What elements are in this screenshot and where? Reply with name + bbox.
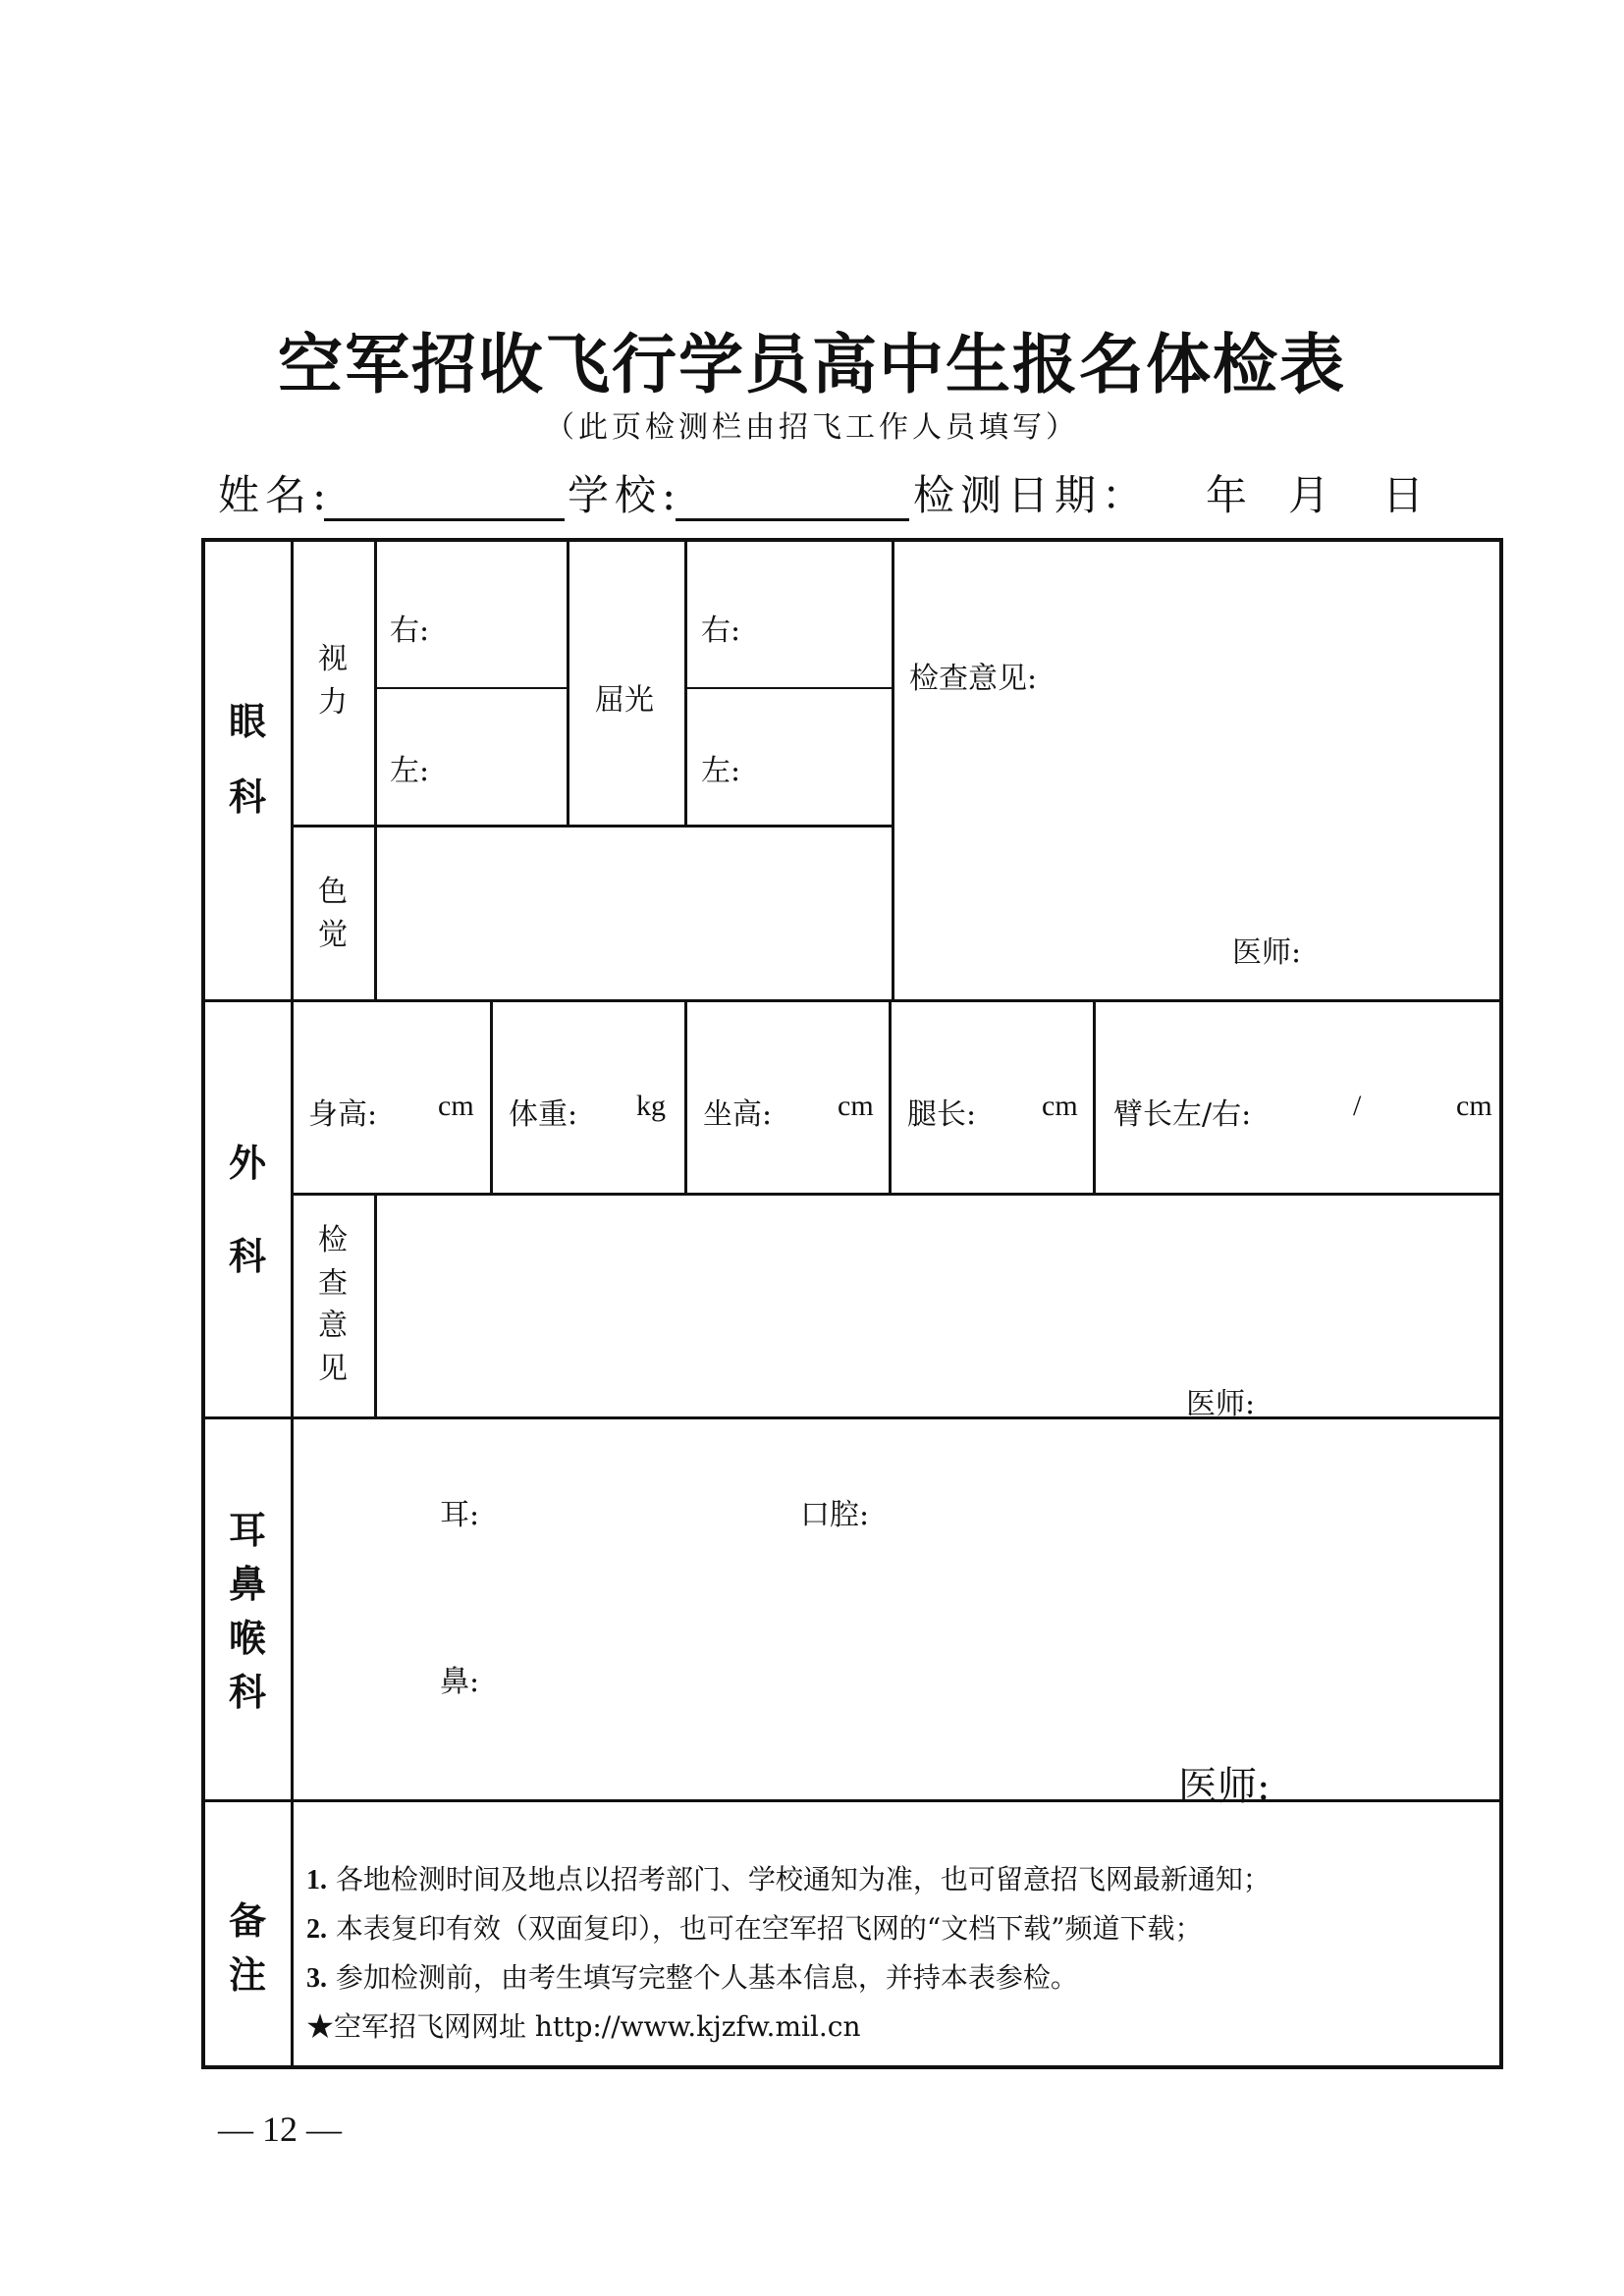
refraction-label: 屈光 — [595, 683, 654, 718]
weight-unit: kg — [636, 1090, 666, 1122]
arm-length-unit: cm — [1456, 1090, 1492, 1122]
surgery-grid-line — [374, 1193, 377, 1416]
section-ent: 耳 鼻 喉 科 — [228, 1509, 266, 1715]
surgery-ent-separator — [203, 1416, 1501, 1419]
surgery-grid-line — [684, 999, 687, 1193]
arm-length-separator: / — [1353, 1090, 1362, 1122]
surgery-grid-line — [291, 1193, 1501, 1196]
date-day: 日 — [1382, 471, 1431, 519]
name-label: 姓名: — [218, 471, 333, 519]
remark-2: 2. 本表复印有效（双面复印），也可在空军招飞网的“文档下载”频道下载； — [306, 1912, 1203, 1945]
sitting-height-unit: cm — [838, 1090, 874, 1122]
page-number: — 12 — — [218, 2109, 342, 2149]
remark-3: 3. 参加检测前，由考生填写完整个人基本信息，并持本表参检。 — [306, 1961, 1078, 1994]
eye-grid-line — [567, 540, 569, 825]
section-surgery: 外 科 — [228, 1142, 266, 1279]
eye-grid-line — [684, 687, 892, 689]
vision-label: 视 力 — [318, 642, 348, 720]
date-label: 检测日期： — [913, 471, 1150, 519]
eye-opinion-label: 检查意见: — [909, 662, 1038, 696]
date-year: 年 — [1206, 471, 1254, 519]
surgery-grid-line — [1093, 999, 1096, 1193]
surgery-opinion-label: 检 查 意 见 — [318, 1223, 348, 1386]
sitting-height-label: 坐高: — [703, 1097, 773, 1132]
eye-doctor-label: 医师: — [1232, 935, 1302, 970]
mouth-label: 口腔: — [800, 1498, 870, 1532]
nose-label: 鼻: — [440, 1665, 480, 1699]
date-month: 月 — [1288, 471, 1336, 519]
leg-length-unit: cm — [1042, 1090, 1078, 1122]
surgery-grid-line — [490, 999, 493, 1193]
eye-grid-line — [374, 540, 377, 999]
website-note[interactable]: ★空军招飞网网址 http://www.kjzfw.mil.cn — [306, 2010, 861, 2043]
refraction-right-label: 右: — [701, 614, 741, 648]
arm-length-label: 臂长左/右: — [1113, 1097, 1252, 1132]
school-label: 学校: — [568, 471, 682, 519]
surgery-doctor-label: 医师: — [1186, 1387, 1256, 1421]
school-field[interactable] — [676, 518, 909, 521]
height-label: 身高: — [308, 1097, 378, 1132]
form-subtitle: （此页检测栏由招飞工作人员填写） — [545, 410, 1079, 445]
height-unit: cm — [438, 1090, 474, 1122]
remark-1: 1. 各地检测时间及地点以招考部门、学校通知为准，也可留意招飞网最新通知； — [306, 1863, 1271, 1896]
eye-grid-line — [892, 540, 894, 999]
section-divider — [291, 540, 294, 2067]
eye-grid-line — [291, 825, 892, 828]
section-eye: 眼 科 — [228, 700, 266, 820]
vision-left-label: 左: — [390, 754, 430, 788]
vision-right-label: 右: — [390, 614, 430, 648]
ent-remarks-separator — [203, 1799, 1501, 1802]
eye-grid-line — [684, 540, 687, 825]
ent-doctor-label: 医师: — [1178, 1764, 1271, 1809]
eye-surgery-separator — [203, 999, 1501, 1002]
ear-label: 耳: — [440, 1498, 480, 1532]
leg-length-label: 腿长: — [907, 1097, 977, 1132]
weight-label: 体重: — [509, 1097, 578, 1132]
surgery-grid-line — [889, 999, 892, 1193]
eye-grid-line — [374, 687, 567, 689]
color-vision-label: 色 觉 — [318, 875, 348, 952]
section-remarks: 备 注 — [228, 1899, 266, 1998]
name-field[interactable] — [324, 518, 565, 521]
refraction-left-label: 左: — [701, 754, 741, 788]
form-title: 空军招收飞行学员高中生报名体检表 — [278, 326, 1346, 402]
